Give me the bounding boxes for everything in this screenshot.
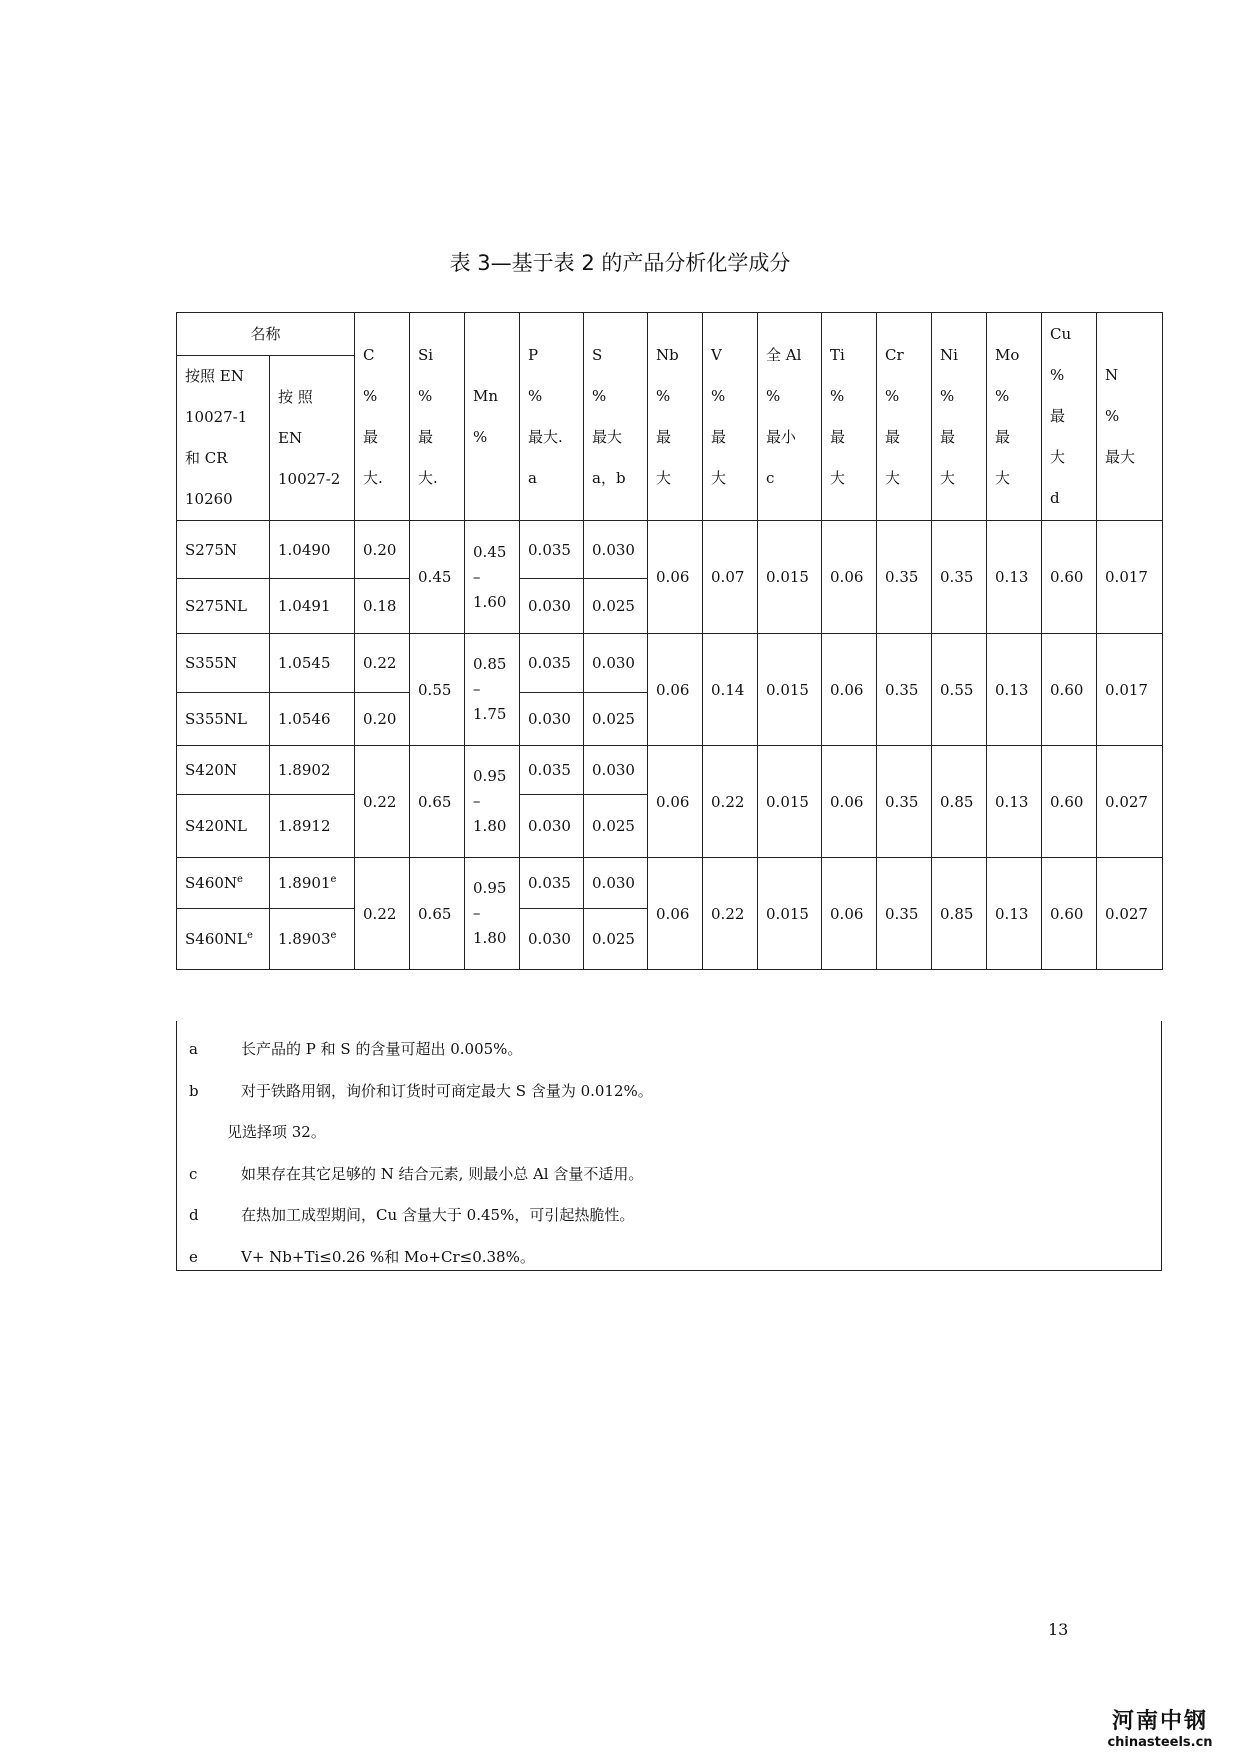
- element-limit: 大: [885, 468, 901, 487]
- element-limit: 最: [363, 427, 379, 446]
- v-value: 0.14: [703, 634, 758, 746]
- cr-value: 0.35: [877, 634, 932, 746]
- cu-value: 0.60: [1042, 746, 1097, 858]
- mn-range-part: –: [473, 904, 481, 922]
- element-limit: 大: [656, 468, 672, 487]
- watermark-logo: [1084, 1704, 1236, 1750]
- footnote: [177, 1071, 1161, 1113]
- mn-range: [465, 521, 520, 634]
- grade-name-footnote: e: [247, 930, 253, 941]
- element-limit: %: [528, 386, 543, 405]
- name-en10027-2-header: [270, 356, 355, 521]
- element-limit: %: [363, 386, 378, 405]
- n-value: 0.017: [1097, 521, 1163, 634]
- element-limit: 最: [1050, 407, 1066, 425]
- al-value: 0.015: [758, 521, 822, 634]
- p-value: 0.035: [520, 634, 584, 693]
- mn-range-part: 0.85: [473, 655, 507, 673]
- footnote: [177, 1154, 1161, 1196]
- element-header: [1097, 313, 1163, 521]
- grade-number: 1.8912: [278, 817, 331, 835]
- element-limit: 大.: [363, 468, 383, 487]
- grade-name: S460NL: [185, 930, 247, 948]
- element-limit: 最: [995, 427, 1011, 446]
- element-limit: %: [830, 386, 845, 405]
- grade-name: S355NL: [185, 710, 247, 728]
- grade-number-cell: [270, 858, 355, 909]
- element-limit: 大: [830, 468, 846, 487]
- grade-name-cell: [177, 579, 270, 634]
- element-symbol: N: [1105, 366, 1119, 384]
- mo-value: 0.13: [987, 521, 1042, 634]
- p-value: 0.030: [520, 909, 584, 970]
- grade-name-cell: [177, 909, 270, 970]
- v-value: 0.07: [703, 521, 758, 634]
- grade-number-cell: [270, 521, 355, 579]
- element-header: [987, 313, 1042, 521]
- footnote-text: V+ Nb+Ti≤0.26 %和 Mo+Cr≤0.38%。: [241, 1247, 535, 1266]
- c-value: 0.20: [355, 693, 410, 746]
- footnote-key: e: [189, 1247, 198, 1266]
- element-limit: 最: [830, 427, 846, 446]
- footnote-key: d: [189, 1206, 199, 1224]
- p-value: 0.030: [520, 693, 584, 746]
- table-footnotes: [176, 1021, 1162, 1271]
- grade-name: S275N: [185, 540, 238, 559]
- footnote-key: b: [189, 1081, 199, 1100]
- header-row: [177, 313, 1163, 356]
- element-symbol: Ti: [830, 345, 845, 364]
- element-symbol: C: [363, 345, 375, 364]
- element-header: [932, 313, 987, 521]
- grade-number: 1.0491: [278, 597, 331, 615]
- mo-value: 0.13: [987, 634, 1042, 746]
- p-value: 0.030: [520, 579, 584, 634]
- c-value: 0.18: [355, 579, 410, 634]
- watermark-cn: 河南中钢: [1111, 1709, 1208, 1734]
- v-value: 0.22: [703, 858, 758, 970]
- nb-value: 0.06: [648, 521, 703, 634]
- cr-value: 0.35: [877, 858, 932, 970]
- header-line: 10260: [185, 490, 233, 508]
- n-value: 0.027: [1097, 746, 1163, 858]
- mn-range-part: 1.75: [473, 705, 507, 723]
- mn-range-part: 0.95: [473, 767, 507, 785]
- element-header: [355, 313, 410, 521]
- name-en10027-1-header: [177, 356, 270, 521]
- footnote-text: 对于铁路用钢，询价和订货时可商定最大 S 含量为 0.012%。: [241, 1081, 653, 1100]
- element-symbol: S: [592, 345, 603, 364]
- grade-number-cell: [270, 746, 355, 795]
- mo-value: 0.13: [987, 746, 1042, 858]
- element-symbol: P: [528, 345, 539, 364]
- grade-number: 1.8903: [278, 930, 331, 948]
- cu-value: 0.60: [1042, 521, 1097, 634]
- element-limit: 最: [418, 427, 434, 446]
- chemical-composition-table: [176, 312, 1163, 970]
- page-number: 13: [1048, 1620, 1069, 1639]
- element-limit: 最: [885, 427, 901, 446]
- grade-number-cell: [270, 634, 355, 693]
- element-limit: c: [766, 468, 775, 487]
- element-header: [1042, 313, 1097, 521]
- grade-name-cell: [177, 746, 270, 795]
- p-value: 0.035: [520, 521, 584, 579]
- header-line: EN: [278, 428, 303, 447]
- element-header: [758, 313, 822, 521]
- mn-range-part: 1.80: [473, 817, 507, 835]
- grade-number: 1.0545: [278, 654, 331, 672]
- watermark-en: chinasteels.cn: [1107, 1735, 1213, 1750]
- grade-name-cell: [177, 634, 270, 693]
- footnote: [177, 1112, 1161, 1154]
- cr-value: 0.35: [877, 746, 932, 858]
- element-limit: %: [885, 386, 900, 405]
- element-header: [648, 313, 703, 521]
- element-limit: %: [418, 386, 433, 405]
- si-value: 0.45: [410, 521, 465, 634]
- element-limit: %: [995, 386, 1010, 405]
- si-value: 0.65: [410, 746, 465, 858]
- mn-range-part: 1.80: [473, 929, 507, 947]
- element-limit: 最大.: [528, 427, 563, 446]
- table-row: [177, 634, 1163, 693]
- table-row: [177, 746, 1163, 795]
- ti-value: 0.06: [822, 521, 877, 634]
- grade-number-footnote: e: [330, 930, 337, 941]
- p-value: 0.030: [520, 795, 584, 858]
- mn-range-part: 1.60: [473, 592, 507, 611]
- header-line: 和 CR: [185, 449, 228, 467]
- grade-number-footnote: e: [330, 874, 337, 885]
- footnote-text: 见选择项 32。: [227, 1123, 326, 1141]
- footnote: [177, 1195, 1161, 1237]
- al-value: 0.015: [758, 858, 822, 970]
- grade-name-cell: [177, 795, 270, 858]
- element-symbol: 全 Al: [766, 345, 802, 364]
- grade-name-footnote: e: [237, 874, 243, 885]
- grade-name: S460N: [185, 874, 238, 892]
- header-line: 10027-1: [185, 408, 248, 426]
- mn-range-part: 0.95: [473, 879, 507, 897]
- element-limit: %: [656, 386, 671, 405]
- ni-value: 0.55: [932, 634, 987, 746]
- element-limit: %: [1105, 407, 1120, 425]
- ni-value: 0.85: [932, 746, 987, 858]
- element-limit: a，b: [592, 468, 626, 487]
- nb-value: 0.06: [648, 858, 703, 970]
- grade-name: S420N: [185, 761, 238, 779]
- c-value: 0.22: [355, 634, 410, 693]
- grade-number: 1.8902: [278, 761, 331, 779]
- grade-number: 1.0546: [278, 710, 331, 728]
- name-header: 名称: [177, 313, 355, 356]
- footnote-text: 如果存在其它足够的 N 结合元素, 则最小总 Al 含量不适用。: [241, 1164, 644, 1183]
- element-limit: 大: [940, 468, 956, 487]
- mn-range-part: –: [473, 567, 481, 586]
- mn-range: [465, 634, 520, 746]
- mn-range-part: 0.45: [473, 542, 507, 561]
- grade-number: 1.8901: [278, 874, 331, 892]
- element-symbol: Si: [418, 345, 434, 364]
- element-symbol: Cr: [885, 345, 904, 364]
- s-value: 0.030: [584, 746, 648, 795]
- s-value: 0.030: [584, 858, 648, 909]
- v-value: 0.22: [703, 746, 758, 858]
- p-value: 0.035: [520, 858, 584, 909]
- al-value: 0.015: [758, 634, 822, 746]
- footnote-text: 长产品的 P 和 S 的含量可超出 0.005%。: [241, 1040, 523, 1058]
- element-symbol: Ni: [940, 345, 958, 364]
- element-limit: %: [592, 386, 607, 405]
- mo-value: 0.13: [987, 858, 1042, 970]
- mn-range: [465, 746, 520, 858]
- ti-value: 0.06: [822, 746, 877, 858]
- element-limit: a: [528, 468, 537, 487]
- grade-number-cell: [270, 795, 355, 858]
- footnote: [177, 1237, 1161, 1279]
- c-value: 0.22: [355, 746, 410, 858]
- s-value: 0.025: [584, 693, 648, 746]
- n-value: 0.027: [1097, 858, 1163, 970]
- element-symbol: Mo: [995, 345, 1020, 364]
- table-row: [177, 521, 1163, 579]
- element-limit: 最大: [592, 427, 623, 446]
- grade-name: S355N: [185, 654, 238, 672]
- ni-value: 0.85: [932, 858, 987, 970]
- element-limit: 最: [940, 427, 956, 446]
- ni-value: 0.35: [932, 521, 987, 634]
- grade-name: S420NL: [185, 817, 247, 835]
- element-header: [877, 313, 932, 521]
- p-value: 0.035: [520, 746, 584, 795]
- element-limit: d: [1050, 489, 1060, 507]
- header-line: 10027-2: [278, 469, 341, 488]
- element-header: [520, 313, 584, 521]
- footnote: [177, 1029, 1161, 1071]
- n-value: 0.017: [1097, 634, 1163, 746]
- element-symbol: Cu: [1050, 325, 1072, 343]
- s-value: 0.030: [584, 634, 648, 693]
- element-header: [703, 313, 758, 521]
- footnote-key: a: [189, 1040, 198, 1058]
- s-value: 0.025: [584, 579, 648, 634]
- ti-value: 0.06: [822, 858, 877, 970]
- header-line: 按 照: [278, 387, 313, 406]
- c-value: 0.20: [355, 521, 410, 579]
- grade-name-cell: [177, 521, 270, 579]
- cu-value: 0.60: [1042, 634, 1097, 746]
- element-header: [465, 313, 520, 521]
- header-line: 按照 EN: [185, 367, 244, 385]
- element-limit: %: [711, 386, 726, 405]
- s-value: 0.025: [584, 909, 648, 970]
- c-value: 0.22: [355, 858, 410, 970]
- cr-value: 0.35: [877, 521, 932, 634]
- element-limit: %: [1050, 366, 1065, 384]
- mn-range-part: –: [473, 792, 481, 810]
- s-value: 0.030: [584, 521, 648, 579]
- element-symbol: Nb: [656, 345, 679, 364]
- grade-number-cell: [270, 909, 355, 970]
- element-header: [584, 313, 648, 521]
- mn-range-part: –: [473, 680, 481, 698]
- element-limit: 最: [656, 427, 672, 446]
- element-limit: %: [473, 427, 488, 446]
- al-value: 0.015: [758, 746, 822, 858]
- element-symbol: Mn: [473, 386, 499, 405]
- s-value: 0.025: [584, 795, 648, 858]
- grade-number: 1.0490: [278, 540, 331, 559]
- grade-number-cell: [270, 693, 355, 746]
- grade-name-cell: [177, 693, 270, 746]
- element-header: [410, 313, 465, 521]
- element-limit: 最小: [766, 427, 797, 446]
- element-limit: 大: [711, 468, 727, 487]
- element-limit: %: [940, 386, 955, 405]
- element-limit: %: [766, 386, 781, 405]
- table-title: 表 3—基于表 2 的产品分析化学成分: [449, 251, 791, 275]
- element-limit: 大.: [418, 468, 438, 487]
- table-row: [177, 858, 1163, 909]
- nb-value: 0.06: [648, 746, 703, 858]
- cu-value: 0.60: [1042, 858, 1097, 970]
- mn-range: [465, 858, 520, 970]
- grade-name: S275NL: [185, 597, 247, 615]
- element-limit: 最: [711, 427, 727, 446]
- ti-value: 0.06: [822, 634, 877, 746]
- footnote-key: c: [189, 1164, 198, 1183]
- element-symbol: V: [711, 345, 722, 364]
- grade-name-cell: [177, 858, 270, 909]
- si-value: 0.55: [410, 634, 465, 746]
- nb-value: 0.06: [648, 634, 703, 746]
- grade-number-cell: [270, 579, 355, 634]
- element-limit: 大: [1050, 448, 1066, 466]
- element-header: [822, 313, 877, 521]
- footnote-text: 在热加工成型期间，Cu 含量大于 0.45%，可引起热脆性。: [241, 1206, 635, 1224]
- element-limit: 大: [995, 468, 1011, 487]
- si-value: 0.65: [410, 858, 465, 970]
- element-limit: 最大: [1105, 448, 1136, 466]
